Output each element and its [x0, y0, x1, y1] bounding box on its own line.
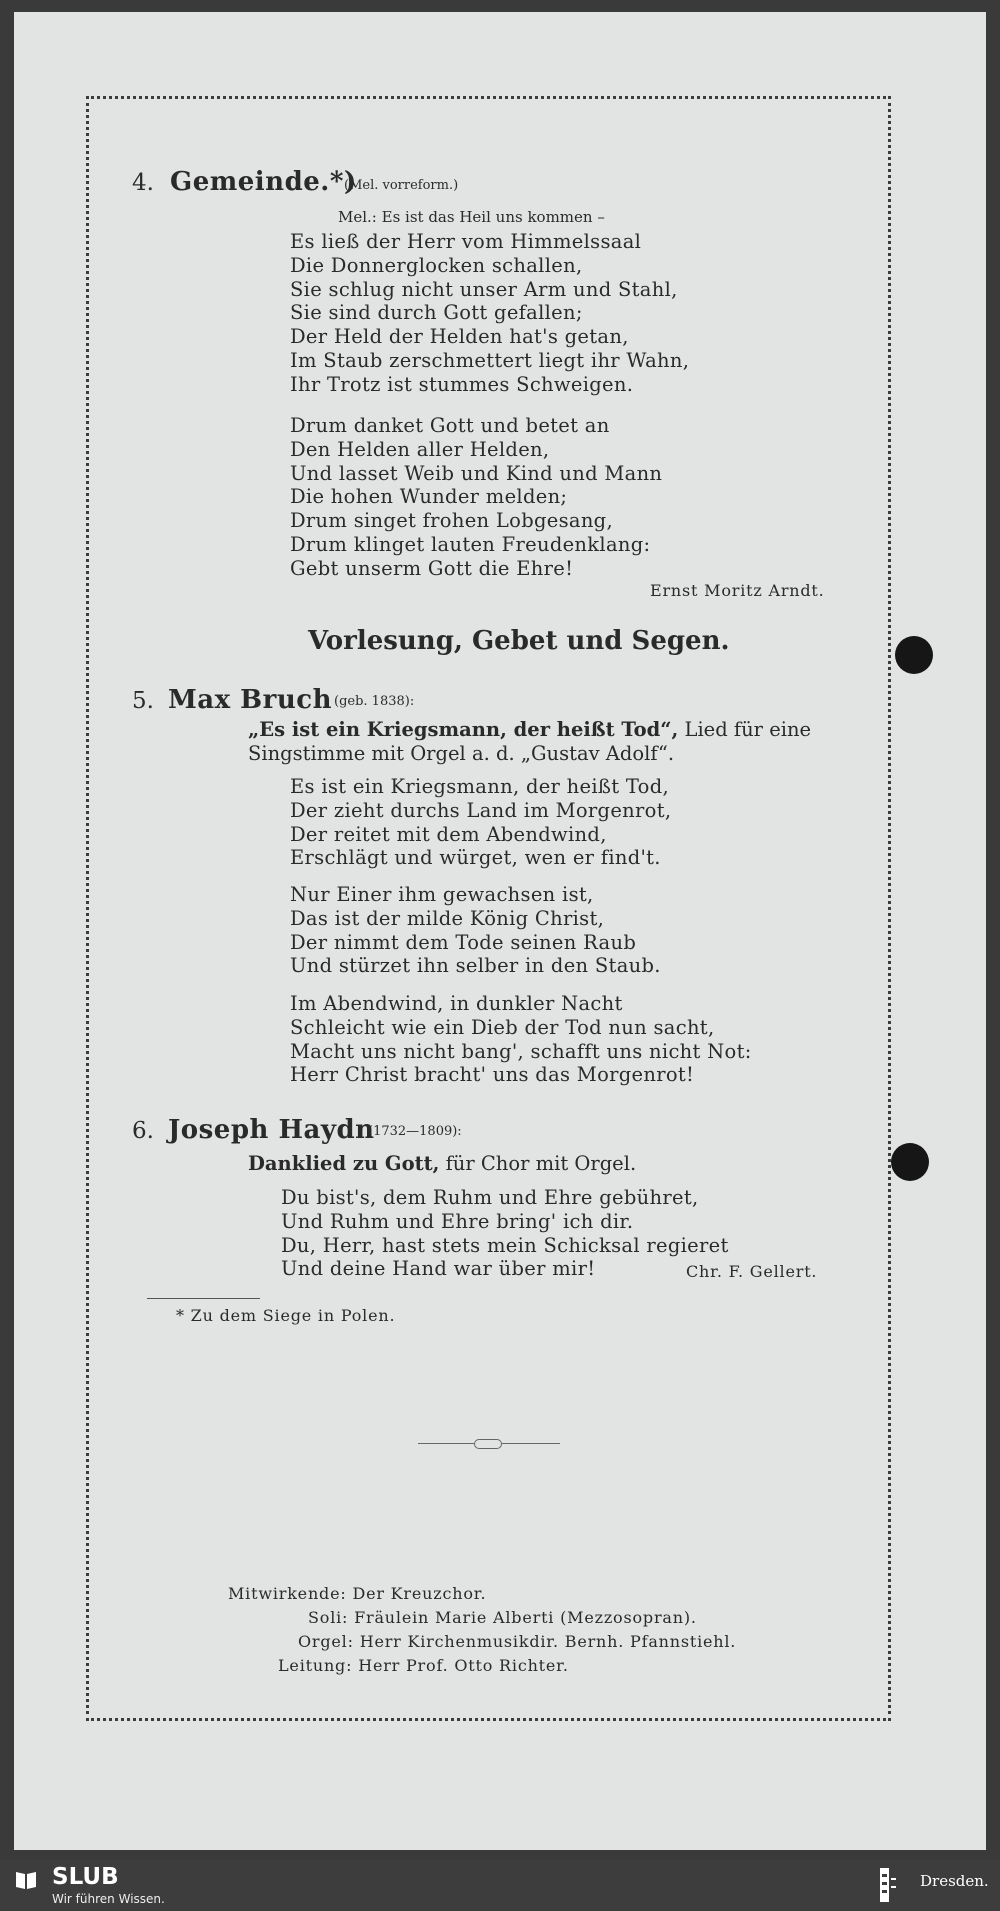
verse-line: Das ist der milde König Christ, [290, 906, 605, 930]
song4-melody: Mel.: Es ist das Heil uns kommen – [338, 208, 605, 226]
song6-work-desc: für Chor mit Orgel. [445, 1152, 637, 1175]
song5-stanza3 [290, 992, 752, 1087]
song6-number: 6. [132, 1118, 154, 1144]
dresden-logo-text[interactable]: Dresden. [920, 1872, 989, 1890]
credit-label: Leitung: [278, 1656, 353, 1675]
verse-line: Herr Christ bracht' uns das Morgenrot! [290, 1063, 695, 1087]
credit-value: Der Kreuzchor. [352, 1584, 487, 1603]
verse-line: Drum danket Gott und betet an [290, 414, 610, 437]
credit-row [228, 1582, 736, 1606]
footnote-rule [147, 1298, 260, 1299]
song4-stanza2 [290, 414, 662, 581]
verse-line: Und deine Hand war über mir! [281, 1257, 596, 1281]
verse-line: Im Staub zerschmettert liegt ihr Wahn, [290, 348, 690, 372]
ornament-line-right [502, 1443, 560, 1444]
song6-work [248, 1152, 636, 1176]
song5-work-desc1: Lied für eine [684, 718, 812, 741]
credit-label: Soli: [308, 1608, 349, 1627]
verse-line: Der zieht durchs Land im Morgenrot, [290, 798, 672, 822]
verse-line: Du bist's, dem Ruhm und Ehre gebühret, [281, 1186, 699, 1209]
verse-line: Sie sind durch Gott gefallen; [290, 301, 583, 325]
verse-line: Drum singet frohen Lobgesang, [290, 509, 613, 533]
slub-book-icon [14, 1868, 38, 1892]
credit-value: Herr Kirchenmusikdir. Bernh. Pfannstiehl. [359, 1632, 737, 1651]
punch-hole [891, 1143, 929, 1181]
slub-logo-text[interactable]: SLUB [52, 1864, 119, 1890]
verse-line: Und stürzet ihn selber in den Staub. [290, 954, 661, 978]
song5-stanza1 [290, 775, 671, 870]
footer-bar [0, 1860, 1000, 1911]
song4-author: Ernst Moritz Arndt. [650, 581, 825, 600]
credit-row [228, 1654, 736, 1678]
song5-stanza2 [290, 883, 661, 978]
song6-dates: (1732—1809): [368, 1124, 462, 1139]
song5-work-title: „Es ist ein Kriegsmann, der heißt Tod“, [248, 718, 679, 741]
credit-value: Herr Prof. Otto Richter. [358, 1656, 569, 1675]
verse-line: Ihr Trotz ist stummes Schweigen. [290, 372, 634, 396]
song4-stanza1 [290, 230, 689, 397]
verse-line: Erschlägt und würget, wen er find't. [290, 846, 661, 870]
song4-number: 4. [132, 170, 154, 196]
song5-work [248, 718, 811, 742]
verse-line: Macht uns nicht bang', schafft uns nicht Not: [290, 1039, 752, 1063]
footnote: * Zu dem Siege in Polen. [176, 1306, 396, 1325]
credit-label: Mitwirkende: [228, 1584, 347, 1603]
slub-tagline: Wir führen Wissen. [52, 1892, 165, 1906]
song5-composer: Max Bruch [168, 685, 332, 715]
credits-list [228, 1582, 736, 1678]
verse-line: Und Ruhm und Ehre bring' ich dir. [281, 1209, 634, 1233]
dresden-crest-icon [880, 1868, 898, 1902]
song6-work-title: Danklied zu Gott, [248, 1152, 440, 1175]
credit-value: Fräulein Marie Alberti (Mezzosopran). [354, 1608, 697, 1627]
verse-line: Es ist ein Kriegsmann, der heißt Tod, [290, 775, 669, 798]
verse-line: Der Held der Helden hat's getan, [290, 325, 629, 349]
song4-title: Gemeinde.*) [170, 167, 357, 197]
ornament-oval [474, 1439, 502, 1449]
verse-line: Drum klinget lauten Freudenklang: [290, 532, 651, 556]
song4-note: (Mel. vorreform.) [344, 178, 459, 193]
verse-line: Sie schlug nicht unser Arm und Stahl, [290, 277, 678, 301]
verse-line: Im Abendwind, in dunkler Nacht [290, 992, 623, 1015]
verse-line: Nur Einer ihm gewachsen ist, [290, 883, 594, 906]
credit-row [228, 1606, 736, 1630]
verse-line: Die Donnerglocken schallen, [290, 253, 583, 277]
verse-line: Und lasset Weib und Kind und Mann [290, 461, 663, 485]
song6-author: Chr. F. Gellert. [686, 1262, 818, 1281]
song5-number: 5. [132, 688, 154, 714]
verse-line: Gebt unserm Gott die Ehre! [290, 556, 574, 580]
verse-line: Schleicht wie ein Dieb der Tod nun sacht, [290, 1015, 715, 1039]
song6-stanza1 [281, 1186, 729, 1281]
verse-line: Der nimmt dem Tode seinen Raub [290, 930, 637, 954]
verse-line: Es ließ der Herr vom Himmelssaal [290, 230, 642, 253]
verse-line: Den Helden aller Helden, [290, 437, 550, 461]
verse-line: Der reitet mit dem Abendwind, [290, 822, 607, 846]
section-title: Vorlesung, Gebet und Segen. [308, 626, 730, 656]
credit-row [228, 1630, 736, 1654]
verse-line: Du, Herr, hast stets mein Schicksal regieret [281, 1233, 729, 1257]
credit-label: Orgel: [298, 1632, 354, 1651]
verse-line: Die hohen Wunder melden; [290, 485, 568, 509]
song5-work-desc2: Singstimme mit Orgel a. d. „Gustav Adolf“. [248, 742, 675, 765]
song5-dates: (geb. 1838): [334, 694, 415, 709]
ornament-line-left [418, 1443, 474, 1444]
song6-composer: Joseph Haydn [168, 1115, 375, 1145]
punch-hole [895, 636, 933, 674]
